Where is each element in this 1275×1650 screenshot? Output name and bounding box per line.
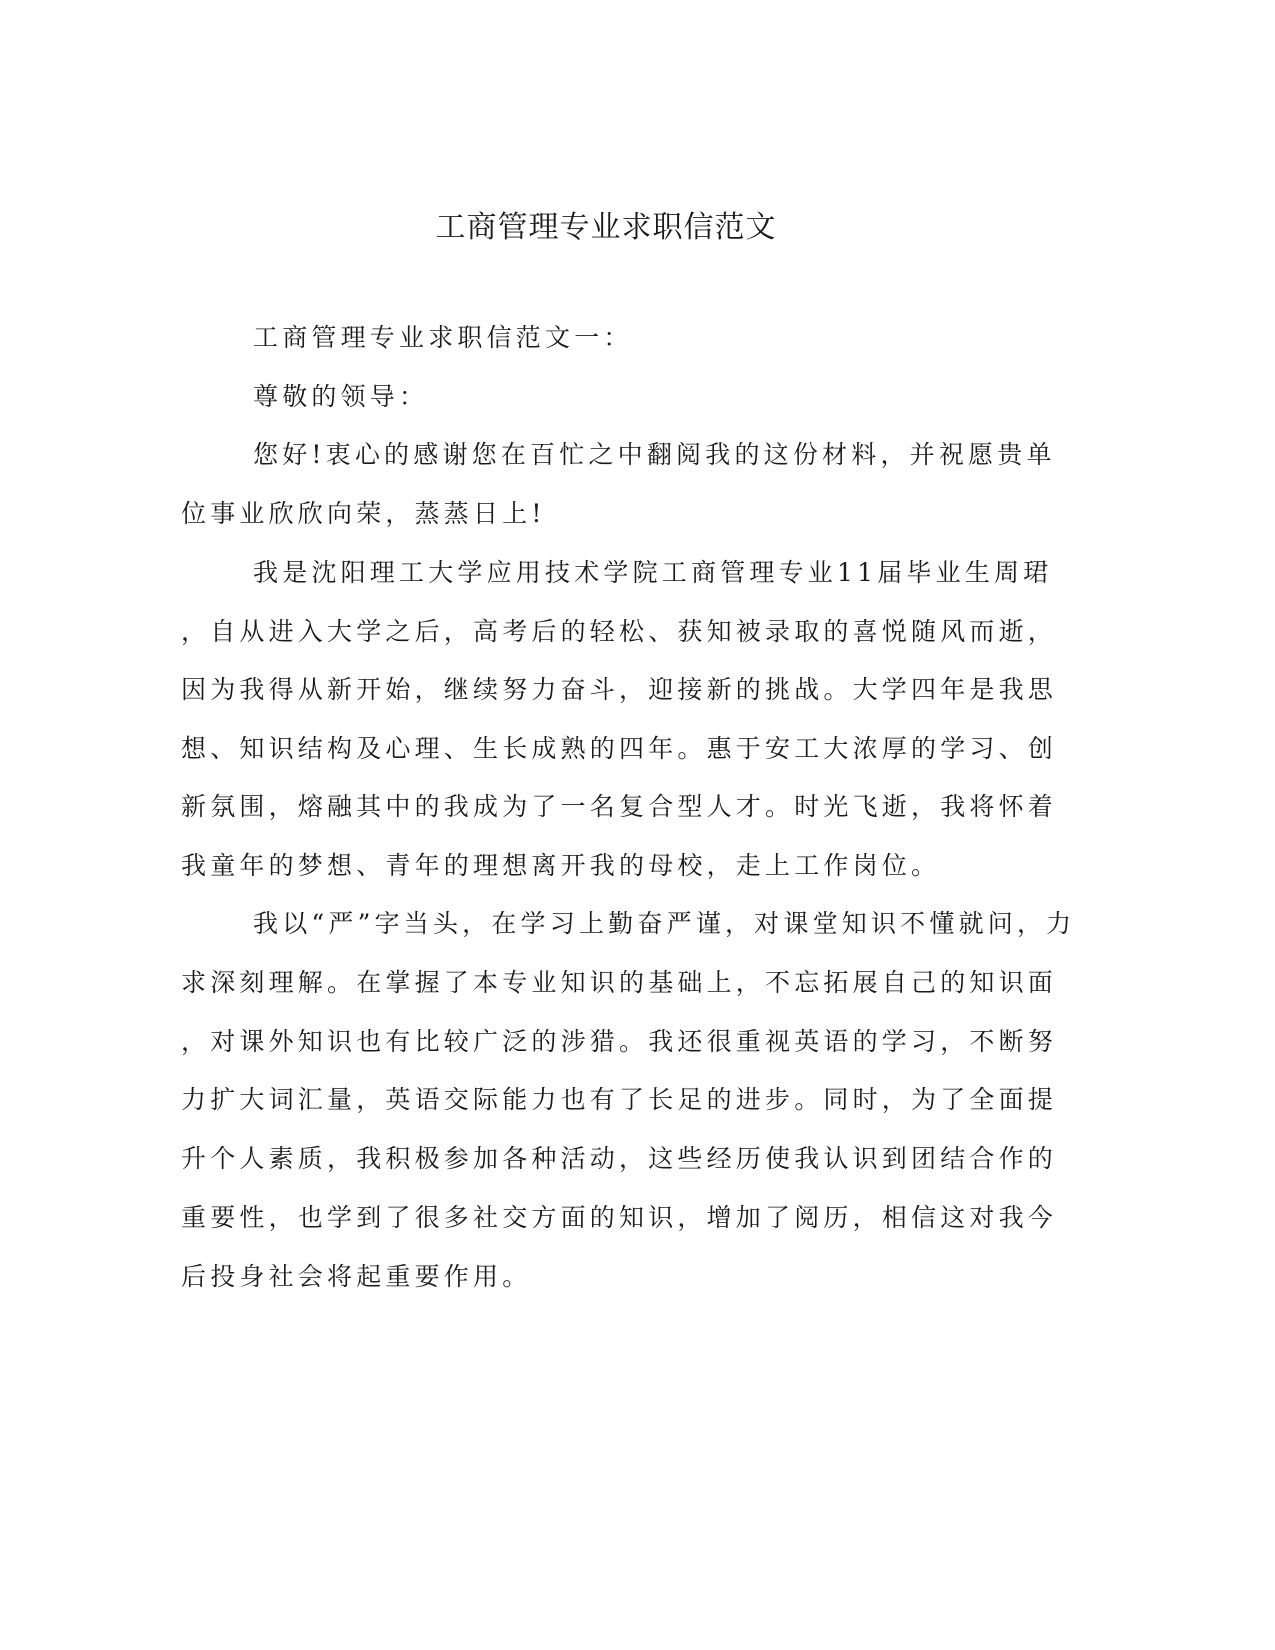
paragraph-line: 想、知识结构及心理、生长成熟的四年。惠于安工大浓厚的学习、创 [181,734,1058,763]
paragraph-line: ，自从进入大学之后，高考后的轻松、获知被录取的喜悦随风而逝， [181,617,1058,646]
paragraph-line: 求深刻理解。在掌握了本专业知识的基础上，不忘拓展自己的知识面 [181,968,1058,997]
document-title: 工商管理专业求职信范文 [435,210,777,245]
paragraph-line: 我童年的梦想、青年的理想离开我的母校，走上工作岗位。 [181,851,941,880]
paragraph-line: 后投身社会将起重要作用。 [181,1262,532,1291]
paragraph-line: 您好!衷心的感谢您在百忙之中翻阅我的这份材料，并祝愿贵单 [253,440,1056,469]
salutation: 尊敬的领导： [253,382,429,411]
paragraph-line: 位事业欣欣向荣，蒸蒸日上! [181,499,546,528]
paragraph-line: ，对课外知识也有比较广泛的涉猎。我还很重视英语的学习，不断努 [181,1027,1058,1056]
section-heading: 工商管理专业求职信范文一： [253,323,633,352]
paragraph-line: 重要性，也学到了很多社交方面的知识，增加了阅历，相信这对我今 [181,1203,1058,1232]
paragraph-line: 新氛围，熔融其中的我成为了一名复合型人才。时光飞逝，我将怀着 [181,792,1058,821]
paragraph-line: 力扩大词汇量，英语交际能力也有了长足的进步。同时，为了全面提 [181,1085,1058,1114]
paragraph-line: 我以“严”字当头，在学习上勤奋严谨，对课堂知识不懂就问，力 [253,909,1076,938]
paragraph-line: 升个人素质，我积极参加各种活动，这些经历使我认识到团结合作的 [181,1144,1058,1173]
paragraph-line: 因为我得从新开始，继续努力奋斗，迎接新的挑战。大学四年是我思 [181,675,1058,704]
paragraph-line: 我是沈阳理工大学应用技术学院工商管理专业11届毕业生周珺 [253,558,1053,587]
